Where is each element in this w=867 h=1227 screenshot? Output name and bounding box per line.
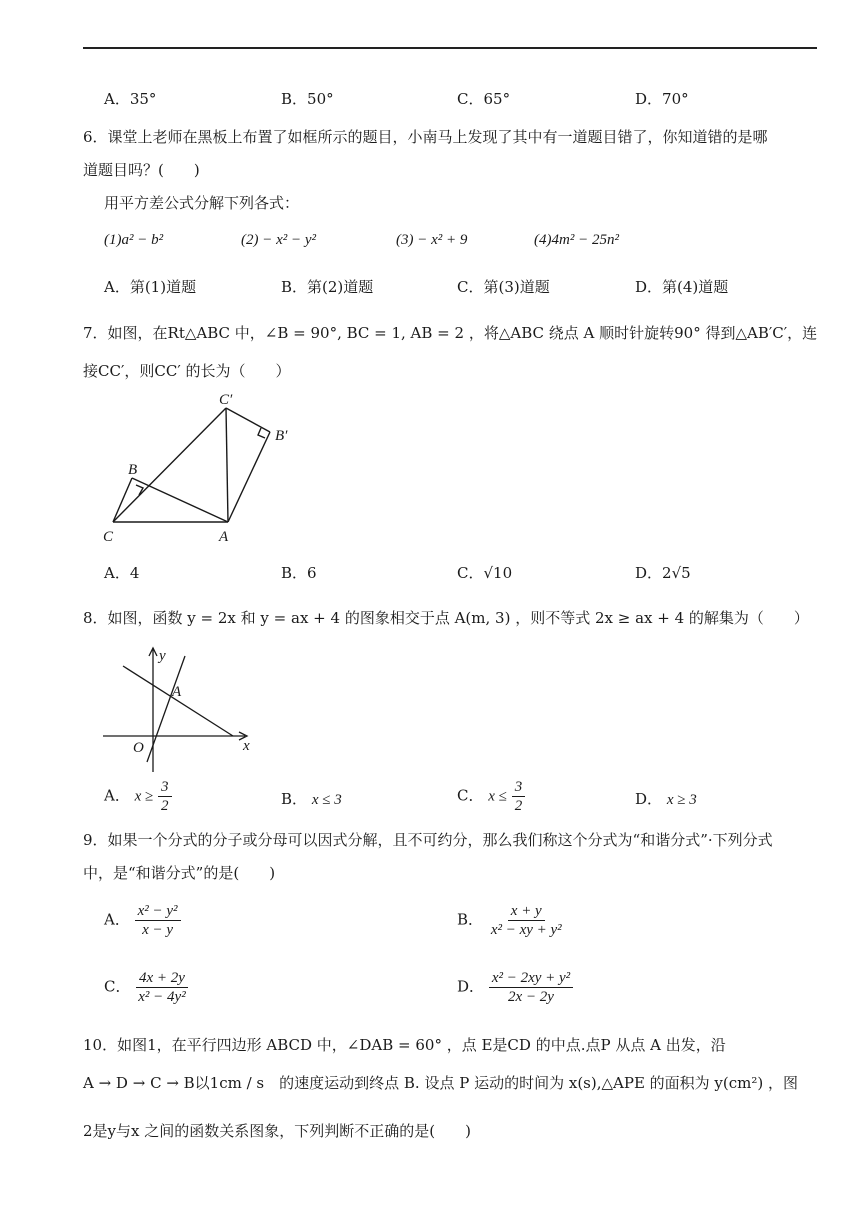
q7-rotation-figure — [95, 388, 305, 548]
q8-option-a-fraction — [158, 778, 172, 815]
q8-stem: 8．如图，函数 y = 2x 和 y = ax + 4 的图象相交于点 A(m, 3) ，则不等式 2x ≥ ax + 4 的解集为（ ） — [83, 609, 809, 627]
q8-option-a-denominator: 2 — [161, 798, 169, 814]
segment-c-prime-b-prime — [226, 408, 270, 432]
q8-option-c-text: x ≤ — [488, 788, 507, 805]
q9-option-d-fraction — [489, 969, 573, 1006]
q9-option-b[interactable] — [457, 902, 565, 939]
q8-option-a-text: x ≥ — [134, 788, 154, 805]
q6-option-a[interactable]: A．第(1)道题 — [104, 278, 197, 296]
right-angle-mark-b-prime — [258, 428, 265, 438]
segment-c-prime-a — [226, 408, 228, 522]
q9-option-a[interactable] — [104, 902, 181, 939]
q9-option-b-numerator: x + y — [508, 902, 545, 921]
q6-box-title: 用平方差公式分解下列各式： — [104, 194, 300, 212]
q8-option-a-prefix: A． — [104, 786, 130, 805]
q8-option-b-prefix: B． — [281, 790, 308, 808]
label-x-axis: x — [243, 738, 250, 754]
q6-option-d[interactable]: D．第(4)道题 — [635, 278, 729, 296]
q8-option-d-prefix: D． — [635, 790, 663, 808]
q9-option-d[interactable] — [457, 969, 573, 1006]
q6-item-3: (3) − x² + 9 — [396, 232, 468, 248]
q7-option-b[interactable]: B．6 — [281, 564, 317, 582]
q6-option-b[interactable]: B．第(2)道题 — [281, 278, 374, 296]
q8-option-a[interactable] — [104, 778, 172, 815]
q8-function-graph — [95, 640, 265, 780]
q8-option-c-denominator: 2 — [514, 798, 523, 814]
q5-option-d[interactable]: D．70° — [635, 90, 689, 108]
q9-option-a-prefix: A． — [104, 910, 130, 929]
segment-cb — [113, 478, 132, 522]
q10-stem-line3: 2是y与x 之间的函数关系图象，下列判断不正确的是( ) — [83, 1122, 471, 1140]
q9-option-c-fraction — [135, 969, 188, 1006]
q9-option-b-fraction — [488, 902, 565, 939]
q8-option-d[interactable] — [635, 788, 697, 811]
q9-option-b-denominator: x² − xy + y² — [490, 922, 562, 938]
q9-option-c-prefix: C． — [104, 977, 131, 996]
q7-option-a[interactable]: A．4 — [104, 564, 140, 582]
q9-option-b-prefix: B． — [457, 910, 484, 929]
q9-option-a-numerator: x² − y² — [135, 902, 181, 921]
label-point-a: A — [172, 684, 182, 700]
q8-option-d-text: x ≥ 3 — [666, 792, 697, 808]
q6-item-2: (2) − x² − y² — [241, 232, 317, 248]
q9-option-d-prefix: D． — [457, 977, 485, 996]
q8-option-b[interactable] — [281, 788, 342, 811]
q7-option-d[interactable]: D．2√5 — [635, 564, 691, 582]
segment-b-prime-a — [228, 432, 270, 522]
q8-option-c-numerator: 3 — [512, 778, 526, 797]
label-c-prime: C′ — [219, 392, 233, 408]
label-origin: O — [133, 740, 144, 756]
q8-option-c[interactable] — [457, 778, 525, 815]
q6-stem-line2: 道题目吗？( ) — [83, 161, 200, 179]
q7-stem-line2: 接CC′，则CC′ 的长为（ ） — [83, 362, 291, 380]
header-rule — [83, 47, 817, 49]
q8-option-b-text: x ≤ 3 — [311, 792, 342, 808]
q9-option-c-numerator: 4x + 2y — [136, 969, 188, 988]
q9-option-a-fraction — [135, 902, 181, 939]
q6-item-1: (1)a² − b² — [104, 232, 164, 248]
q9-option-d-denominator: 2x − 2y — [508, 989, 554, 1005]
q9-option-c[interactable] — [104, 969, 189, 1006]
label-a: A — [219, 529, 229, 545]
q9-stem-line1: 9．如果一个分式的分子或分母可以因式分解，且不可约分，那么我们称这个分式为“和谐分式”·下列分式 — [83, 831, 773, 849]
q9-option-d-numerator: x² − 2xy + y² — [489, 969, 573, 988]
label-b-prime: B′ — [275, 428, 288, 444]
q6-item-4: (4)4m² − 25n² — [534, 232, 619, 248]
q9-option-a-denominator: x − y — [142, 922, 174, 938]
q7-stem-line1: 7．如图，在Rt△ABC 中，∠B = 90°, BC = 1, AB = 2 ，将△ABC 绕点 A 顺时针旋转90° 得到△AB′C′，连 — [83, 324, 818, 342]
label-y-axis: y — [159, 648, 166, 664]
label-c: C — [103, 529, 114, 545]
q5-option-a[interactable]: A．35° — [104, 90, 157, 108]
q10-stem-line1: 10．如图1，在平行四边形 ABCD 中，∠DAB = 60° ，点 E是CD 的中点.点P 从点 A 出发，沿 — [83, 1036, 726, 1054]
q7-option-c[interactable]: C．√10 — [457, 564, 513, 582]
q9-option-c-denominator: x² − 4y² — [138, 989, 186, 1005]
q6-stem-line1: 6．课堂上老师在黑板上布置了如框所示的题目，小南马上发现了其中有一道题目错了，你知道错的是哪 — [83, 128, 768, 146]
q5-option-c[interactable]: C．65° — [457, 90, 511, 108]
q8-option-c-fraction — [512, 778, 526, 815]
label-b: B — [128, 462, 138, 478]
segment-ba — [132, 478, 228, 522]
q8-option-a-numerator: 3 — [158, 778, 172, 797]
q9-stem-line2: 中，是“和谐分式”的是( ) — [83, 864, 276, 882]
q5-option-b[interactable]: B．50° — [281, 90, 334, 108]
q6-option-c[interactable]: C．第(3)道题 — [457, 278, 550, 296]
q10-stem-line2: A → D → C → B以1cm / s 的速度运动到终点 B. 设点 P 运动的时间为 x(s),△APE 的面积为 y(cm²) ，图 — [83, 1074, 799, 1092]
q8-option-c-prefix: C． — [457, 786, 484, 805]
